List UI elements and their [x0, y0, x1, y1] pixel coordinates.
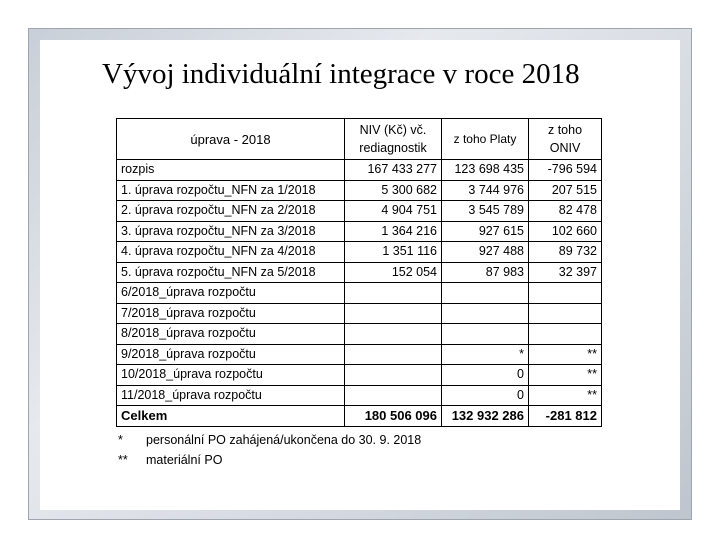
- row-label: 6/2018_úprava rozpočtu: [117, 283, 345, 304]
- row-label: 11/2018_úprava rozpočtu: [117, 385, 345, 406]
- row-oniv: 89 732: [529, 242, 602, 263]
- row-niv: [345, 365, 442, 386]
- header-niv: [345, 119, 442, 160]
- row-platy: 0: [442, 385, 529, 406]
- row-label: 5. úprava rozpočtu_NFN za 5/2018: [117, 262, 345, 283]
- header-niv-line2: rediagnostik: [359, 141, 427, 155]
- table-row: [117, 324, 602, 345]
- row-label: 10/2018_úprava rozpočtu: [117, 365, 345, 386]
- header-platy: z toho Platy: [442, 119, 529, 160]
- table-row: [117, 262, 602, 283]
- total-platy: 132 932 286: [442, 406, 529, 427]
- row-oniv: 82 478: [529, 201, 602, 222]
- row-niv: [345, 324, 442, 345]
- row-platy: [442, 324, 529, 345]
- row-niv: [345, 283, 442, 304]
- table-body: [117, 160, 602, 406]
- footnote-2-symbol: **: [118, 453, 128, 467]
- table-row: [117, 201, 602, 222]
- row-oniv: [529, 283, 602, 304]
- row-label: 3. úprava rozpočtu_NFN za 3/2018: [117, 221, 345, 242]
- total-row: [117, 406, 602, 427]
- row-niv: 1 351 116: [345, 242, 442, 263]
- footnote-2: [118, 450, 421, 470]
- table-row: [117, 365, 602, 386]
- row-label: 2. úprava rozpočtu_NFN za 2/2018: [117, 201, 345, 222]
- row-niv: 1 364 216: [345, 221, 442, 242]
- row-platy: 927 488: [442, 242, 529, 263]
- total-oniv: -281 812: [529, 406, 602, 427]
- row-niv: [345, 385, 442, 406]
- row-oniv: **: [529, 385, 602, 406]
- row-platy: *: [442, 344, 529, 365]
- row-platy: [442, 303, 529, 324]
- row-niv: 5 300 682: [345, 180, 442, 201]
- row-niv: [345, 303, 442, 324]
- row-oniv: 207 515: [529, 180, 602, 201]
- table-row: [117, 283, 602, 304]
- header-oniv-line1: z toho: [547, 123, 583, 137]
- table-header-row: [117, 119, 602, 160]
- row-platy: 3 545 789: [442, 201, 529, 222]
- row-oniv: **: [529, 344, 602, 365]
- header-oniv-line2: ONIV: [549, 141, 581, 155]
- header-uprava: úprava - 2018: [117, 119, 345, 160]
- total-label: Celkem: [117, 406, 345, 427]
- table-row: [117, 344, 602, 365]
- header-oniv: [529, 119, 602, 160]
- budget-table: [116, 118, 602, 427]
- footnote-1-symbol: *: [118, 433, 123, 447]
- row-platy: 87 983: [442, 262, 529, 283]
- row-label: 7/2018_úprava rozpočtu: [117, 303, 345, 324]
- table-row: [117, 303, 602, 324]
- table-row: [117, 242, 602, 263]
- row-oniv: 32 397: [529, 262, 602, 283]
- row-label: 9/2018_úprava rozpočtu: [117, 344, 345, 365]
- row-niv: 152 054: [345, 262, 442, 283]
- row-oniv: **: [529, 365, 602, 386]
- row-niv: [345, 344, 442, 365]
- footnote-2-text: materiální PO: [146, 453, 223, 467]
- table-row: [117, 385, 602, 406]
- row-label: 1. úprava rozpočtu_NFN za 1/2018: [117, 180, 345, 201]
- total-niv: 180 506 096: [345, 406, 442, 427]
- row-platy: 123 698 435: [442, 160, 529, 181]
- row-oniv: 102 660: [529, 221, 602, 242]
- row-oniv: [529, 303, 602, 324]
- row-platy: 0: [442, 365, 529, 386]
- row-niv: 4 904 751: [345, 201, 442, 222]
- footnotes: [118, 430, 421, 470]
- table-row: [117, 221, 602, 242]
- footnote-1: [118, 430, 421, 450]
- row-label: 4. úprava rozpočtu_NFN za 4/2018: [117, 242, 345, 263]
- table-row: [117, 160, 602, 181]
- row-oniv: -796 594: [529, 160, 602, 181]
- row-label: 8/2018_úprava rozpočtu: [117, 324, 345, 345]
- table-row: [117, 180, 602, 201]
- row-oniv: [529, 324, 602, 345]
- row-label: rozpis: [117, 160, 345, 181]
- row-platy: 927 615: [442, 221, 529, 242]
- header-niv-line1: NIV (Kč) vč.: [359, 123, 427, 137]
- row-niv: 167 433 277: [345, 160, 442, 181]
- slide-title: Vývoj individuální integrace v roce 2018: [102, 58, 580, 90]
- row-platy: 3 744 976: [442, 180, 529, 201]
- row-platy: [442, 283, 529, 304]
- footnote-1-text: personální PO zahájená/ukončena do 30. 9. 2018: [146, 433, 422, 447]
